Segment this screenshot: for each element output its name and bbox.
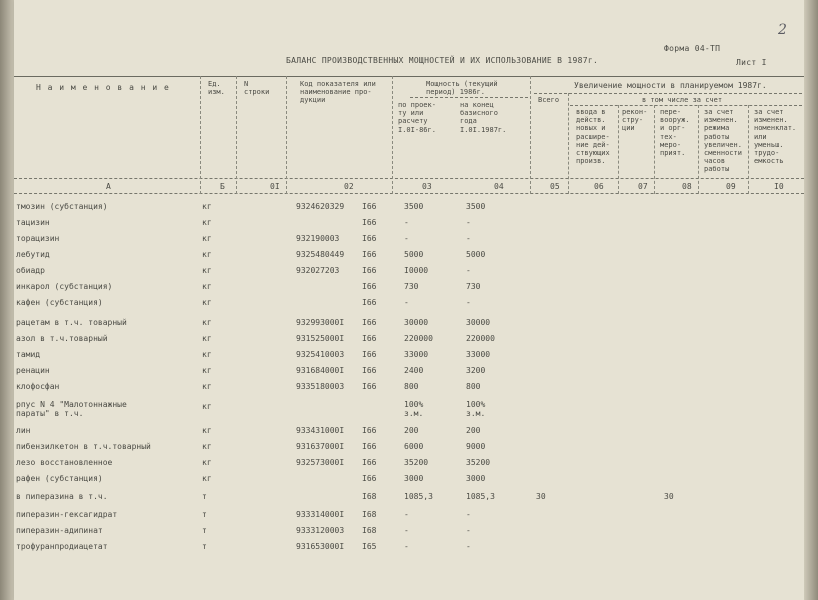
cell-c03: 30000 <box>404 318 429 327</box>
cell-num: I66 <box>362 318 377 327</box>
header-unit: Ед. изм. <box>208 80 225 97</box>
cell-c04: 33000 <box>466 350 491 359</box>
cell-c04: 35200 <box>466 458 491 467</box>
cell-unit: кг <box>202 366 212 375</box>
table-row <box>14 382 804 397</box>
cell-unit: т <box>202 542 207 551</box>
cell-c04: - <box>466 234 471 243</box>
cell-c04: - <box>466 526 471 535</box>
header-col-08: пере- вооруж. и орг- тех- меро- прият. <box>660 108 690 158</box>
header-increase: Увеличение мощности в планируемом 1987г. <box>574 81 767 90</box>
cell-name: пиперазин-адипинат <box>16 526 103 535</box>
left-page-edge <box>0 0 14 600</box>
cell-name: лебутид <box>16 250 50 259</box>
cell-c03: 800 <box>404 382 419 391</box>
cell-code: 933431000I <box>296 426 345 435</box>
table-row <box>14 234 804 249</box>
cell-num: I65 <box>362 542 377 551</box>
cell-code: 931684000I <box>296 366 345 375</box>
table-row <box>14 458 804 473</box>
cell-num: I66 <box>362 426 377 435</box>
cell-num: I66 <box>362 366 377 375</box>
column-index: Б <box>220 182 225 191</box>
cell-name: рпус N 4 "Малотоннажные параты" в т.ч. <box>16 400 127 418</box>
cell-c03: 1085,3 <box>404 492 433 501</box>
table-row <box>14 218 804 233</box>
cell-c08: 30 <box>664 492 674 501</box>
right-page-edge <box>804 0 818 600</box>
cell-name: торацизин <box>16 234 60 243</box>
cell-unit: кг <box>202 402 212 411</box>
cell-unit: т <box>202 526 207 535</box>
cell-name: пиперазин-гексагидрат <box>16 510 118 519</box>
col-divider <box>392 76 393 194</box>
header-total: Всего <box>538 96 560 104</box>
cell-unit: т <box>202 510 207 519</box>
col-divider <box>568 93 569 194</box>
col-divider <box>654 105 655 194</box>
table-row <box>14 542 804 557</box>
cell-c03: - <box>404 542 409 551</box>
header-col-09: за счет изменен. режима работы увеличен. сменности часов работы <box>704 108 742 174</box>
cell-c04: 5000 <box>466 250 486 259</box>
index-row-rule <box>14 193 804 194</box>
column-index: А <box>106 182 111 191</box>
cell-c04: 3000 <box>466 474 486 483</box>
cell-c04: 3200 <box>466 366 486 375</box>
table-row <box>14 366 804 381</box>
cell-code: 932027203 <box>296 266 340 275</box>
cell-num: I66 <box>362 350 377 359</box>
cell-unit: кг <box>202 318 212 327</box>
cell-num: I66 <box>362 334 377 343</box>
cell-c04: - <box>466 218 471 227</box>
cell-c03: 2400 <box>404 366 424 375</box>
cell-code: 931637000I <box>296 442 345 451</box>
col-divider <box>200 76 201 194</box>
cell-name: пибензилкетон в т.ч.товарный <box>16 442 151 451</box>
column-index: 06 <box>594 182 604 191</box>
header-col-10: за счет изменен. номенклат. или уменьш. трудо- емкость <box>754 108 797 166</box>
cell-c03: 3500 <box>404 202 424 211</box>
page-number: 2 <box>778 22 787 38</box>
cell-unit: кг <box>202 202 212 211</box>
cell-name: инкарол (субстанция) <box>16 282 113 291</box>
cell-code: 931653000I <box>296 542 345 551</box>
cell-c04: 30000 <box>466 318 491 327</box>
cell-unit: т <box>202 492 207 501</box>
cell-num: I66 <box>362 266 377 275</box>
cell-c03: 3000 <box>404 474 424 483</box>
cell-c05: 30 <box>536 492 546 501</box>
cell-unit: кг <box>202 426 212 435</box>
cell-num: I66 <box>362 382 377 391</box>
column-index: I0 <box>774 182 784 191</box>
cell-num: I66 <box>362 250 377 259</box>
cell-name: в пиперазина в т.ч. <box>16 492 108 501</box>
cell-name: трофуранпродиацетат <box>16 542 108 551</box>
table-row <box>14 350 804 365</box>
table-row <box>14 510 804 525</box>
cell-unit: кг <box>202 282 212 291</box>
cell-num: I66 <box>362 298 377 307</box>
cell-c03: 33000 <box>404 350 429 359</box>
cell-c04: 220000 <box>466 334 495 343</box>
cell-code: 932573000I <box>296 458 345 467</box>
cell-unit: кг <box>202 334 212 343</box>
column-index: 08 <box>682 182 692 191</box>
cell-c03: 5000 <box>404 250 424 259</box>
cell-c04: 800 <box>466 382 481 391</box>
cell-num: I66 <box>362 218 377 227</box>
form-label: Форма 04-ТП <box>664 44 721 53</box>
cell-c03: - <box>404 218 409 227</box>
cell-num: I68 <box>362 492 377 501</box>
cell-name: ренацин <box>16 366 50 375</box>
cell-c04: 100% з.м. <box>466 400 486 418</box>
cell-c04: 200 <box>466 426 481 435</box>
table-row <box>14 426 804 441</box>
cell-code: 931525000I <box>296 334 345 343</box>
cell-num: I68 <box>362 526 377 535</box>
cell-num: I66 <box>362 234 377 243</box>
column-index: 03 <box>422 182 432 191</box>
table-row <box>14 298 804 313</box>
cell-num: I66 <box>362 474 377 483</box>
cell-unit: кг <box>202 442 212 451</box>
cell-c03: - <box>404 526 409 535</box>
cell-c04: 1085,3 <box>466 492 495 501</box>
including-sub-rule <box>570 105 802 106</box>
cell-name: лезо восстановленное <box>16 458 113 467</box>
cell-c03: 100% з.м. <box>404 400 424 418</box>
cell-c03: I0000 <box>404 266 429 275</box>
cell-name: лин <box>16 426 31 435</box>
cell-num: I66 <box>362 202 377 211</box>
header-col-06: ввода в действ. новых и расширe- ние дей- ствующих произв. <box>576 108 610 166</box>
cell-c03: 35200 <box>404 458 429 467</box>
cell-code: 933518000З <box>296 382 345 391</box>
cell-c04: 9000 <box>466 442 486 451</box>
col-divider <box>530 76 531 194</box>
cell-code: 933314000I <box>296 510 345 519</box>
column-index: 05 <box>550 182 560 191</box>
cell-code: 932541000З <box>296 350 345 359</box>
cell-unit: кг <box>202 250 212 259</box>
table-row <box>14 474 804 489</box>
cell-name: кафен (субстанция) <box>16 298 103 307</box>
cell-code: 9325480449 <box>296 250 345 259</box>
header-capacity: Мощность (текущий период) 1986г. <box>426 80 498 97</box>
header-name: Н а и м е н о в а н и е <box>36 83 170 92</box>
table-row <box>14 492 804 507</box>
cell-code: 932993000I <box>296 318 345 327</box>
cell-name: тмозин (субстанция) <box>16 202 108 211</box>
cell-c03: - <box>404 298 409 307</box>
increase-sub-rule <box>534 93 802 94</box>
table-row <box>14 334 804 349</box>
cell-unit: кг <box>202 474 212 483</box>
cell-c03: - <box>404 510 409 519</box>
header-code: Код показателя или наименование про- дукции <box>300 80 376 105</box>
cell-name: обиадр <box>16 266 45 275</box>
cell-c04: - <box>466 298 471 307</box>
cell-code: 933312000З <box>296 526 345 535</box>
cell-c03: 6000 <box>404 442 424 451</box>
cell-unit: кг <box>202 234 212 243</box>
cell-name: рацетам в т.ч. товарный <box>16 318 127 327</box>
header-end-base: на конец базисного года I.0I.1987г. <box>460 101 507 134</box>
header-bottom-rule <box>14 178 804 179</box>
cell-num: I66 <box>362 458 377 467</box>
cell-c03: 730 <box>404 282 419 291</box>
column-index: 09 <box>726 182 736 191</box>
cell-unit: кг <box>202 382 212 391</box>
col-divider <box>748 105 749 194</box>
cell-c04: 730 <box>466 282 481 291</box>
cell-name: рафен (субстанция) <box>16 474 103 483</box>
cell-unit: кг <box>202 298 212 307</box>
capacity-sub-rule <box>410 97 528 98</box>
cell-num: I66 <box>362 282 377 291</box>
table-row <box>14 442 804 457</box>
cell-unit: кг <box>202 266 212 275</box>
col-divider <box>286 76 287 194</box>
document-sheet <box>14 0 804 600</box>
cell-num: I66 <box>362 442 377 451</box>
column-index: 04 <box>494 182 504 191</box>
cell-name: клофосфан <box>16 382 60 391</box>
table-row <box>14 526 804 541</box>
cell-c04: - <box>466 266 471 275</box>
header-top-rule <box>14 76 804 77</box>
document-title: БАЛАНС ПРОИЗВОДСТВЕННЫХ МОЩНОСТЕЙ И ИХ ИСПОЛЬЗОВАНИЕ В 1987г. <box>286 56 599 65</box>
col-divider <box>698 105 699 194</box>
table-row <box>14 282 804 297</box>
cell-unit: кг <box>202 218 212 227</box>
table-row <box>14 402 804 417</box>
header-including: в том числе за счет <box>642 96 723 104</box>
col-divider <box>236 76 237 194</box>
cell-c04: 3500 <box>466 202 486 211</box>
column-index: 07 <box>638 182 648 191</box>
cell-c04: - <box>466 510 471 519</box>
cell-code: 9324620329 <box>296 202 345 211</box>
column-index: 0I <box>270 182 280 191</box>
cell-c03: 220000 <box>404 334 433 343</box>
header-row-no: N строки <box>244 80 270 97</box>
cell-name: тамид <box>16 350 41 359</box>
cell-code: 932190003 <box>296 234 340 243</box>
column-index: 02 <box>344 182 354 191</box>
table-row <box>14 250 804 265</box>
cell-c03: - <box>404 234 409 243</box>
cell-num: I68 <box>362 510 377 519</box>
col-divider <box>618 105 619 194</box>
sheet-label: Лист I <box>736 58 767 67</box>
cell-name: азол в т.ч.товарный <box>16 334 108 343</box>
header-by-project: по проек- ту или расчету I.0I-86г. <box>398 101 436 134</box>
table-row <box>14 318 804 333</box>
cell-unit: кг <box>202 458 212 467</box>
cell-name: тацизин <box>16 218 50 227</box>
cell-unit: кг <box>202 350 212 359</box>
cell-c03: 200 <box>404 426 419 435</box>
cell-c04: - <box>466 542 471 551</box>
header-col-07: рекон- стру- ции <box>622 108 648 133</box>
table-row <box>14 202 804 217</box>
table-row <box>14 266 804 281</box>
